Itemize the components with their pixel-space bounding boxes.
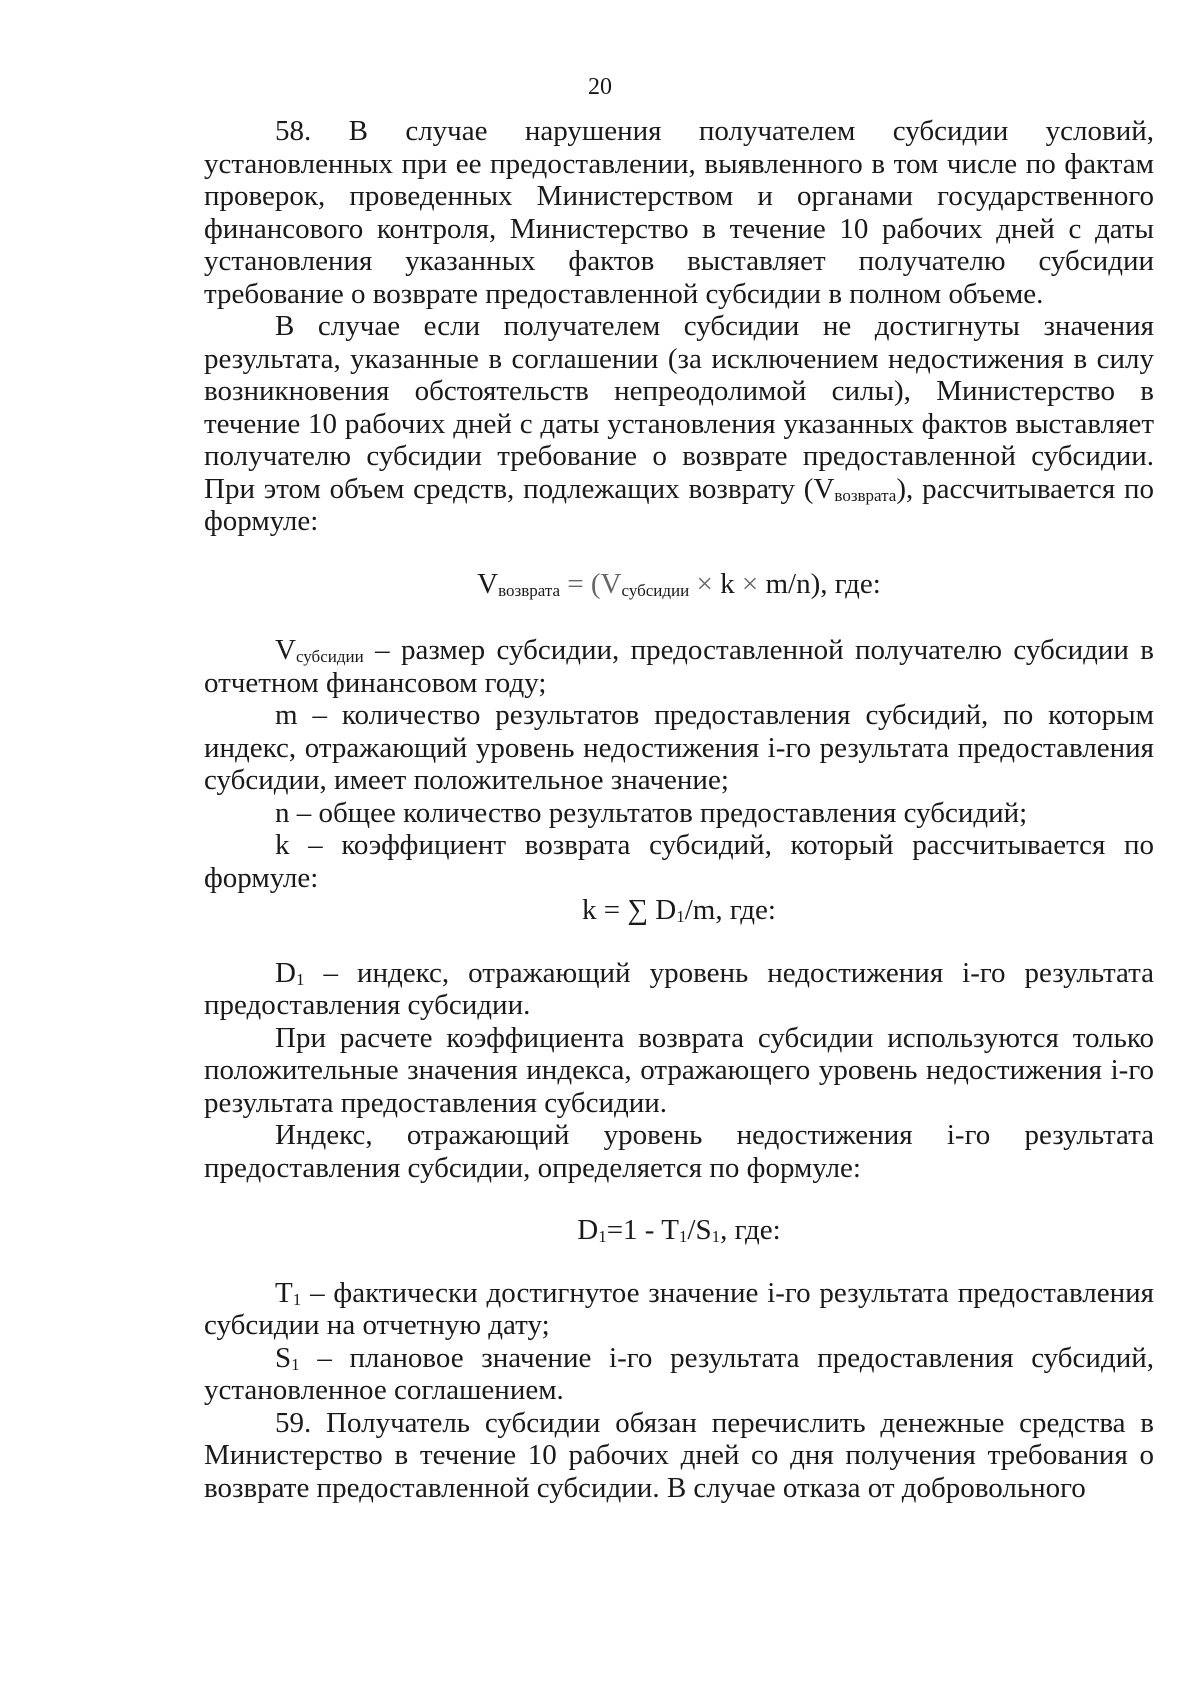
def-t-symbol: T: [275, 1276, 293, 1309]
formula1-k: k: [720, 567, 735, 600]
def-d-text: – индекс, отражающий уровень недостижения i-го результата предоставления субсидии.: [204, 956, 1154, 1021]
definition-s: [204, 1342, 1154, 1407]
definition-v-subsidy: [204, 634, 1154, 699]
def-d-symbol: D: [275, 956, 296, 989]
formula1-subsidy-subscript: субсидии: [621, 580, 690, 600]
formula1-equals: = (V: [560, 567, 622, 600]
formula3-d-subscript: 1: [598, 1227, 607, 1246]
formula2-main: k = ∑ D: [582, 894, 677, 926]
paragraph-58: 58. В случае нарушения получателем субсидии условий, установленных при ее предоставлении, выявленного в том числе по фактам проверок, проведенных Министерством и органами государственного финансового контроля, Министерство в течение 10 рабочих дней с даты установления указанных фактов выставляет получателю субсидии требование о возврате предоставленной субсидии в полном объеме.: [204, 115, 1154, 310]
page-number: 20: [588, 74, 612, 100]
paragraph-not-achieved-text-b: ), рассчитывается по формуле:: [204, 472, 1154, 537]
def-d-subscript: 1: [295, 969, 305, 989]
formula-k: [204, 894, 1154, 927]
formula2-subscript: 1: [676, 907, 685, 926]
def-s-text: – плановое значение i-го результата предоставления субсидий, установленное соглашением.: [204, 1341, 1154, 1406]
def-t-text: – фактически достигнутое значение i-го результата предоставления субсидии на отчетную дату;: [204, 1276, 1154, 1341]
paragraph-positive-values: При расчете коэффициента возврата субсидии используются только положительные значения индекса, отражающего уровень недостижения i-го результата предоставления субсидии.: [204, 1021, 1154, 1119]
def-s-symbol: S: [275, 1341, 292, 1374]
definition-d: [204, 957, 1154, 1022]
definition-t: [204, 1277, 1154, 1342]
def-vsub-symbol: V: [275, 634, 296, 666]
formula3-mid: =1 - T: [606, 1214, 679, 1246]
formula-d: [204, 1214, 1154, 1247]
formula2-end: /m, где:: [684, 894, 776, 926]
formula1-v: V: [477, 567, 499, 600]
paragraph-index-formula: Индекс, отражающий уровень недостижения i-го результата предоставления субсидии, определяется по формуле:: [204, 1119, 1154, 1184]
paragraph-not-achieved-text-a: В случае если получателем субсидии не достигнуты значения результата, указанные в соглашении (за исключением недостижения в силу возникновения обстоятельств непреодолимой силы), Министерство в течение 10 рабочих дней с даты установления указанных фактов выставляет получателю субсидии требование о возврате предоставленной субсидии. При этом объем средств, подлежащих возврату (V: [204, 310, 1154, 505]
formula3-t-subscript: 1: [678, 1227, 688, 1246]
formula3-slash: /S: [687, 1214, 712, 1246]
formula1-v-subscript: возврата: [498, 580, 561, 600]
def-s-subscript: 1: [291, 1354, 300, 1374]
paragraph-not-achieved: [204, 310, 1154, 538]
formula3-s-subscript: 1: [711, 1227, 721, 1246]
def-vsub-text: – размер субсидии, предоставленной получателю субсидии в отчетном финансовом году;: [204, 634, 1154, 699]
formula3-end: , где:: [720, 1214, 781, 1246]
formula3-d: D: [577, 1214, 599, 1246]
def-t-subscript: 1: [292, 1289, 302, 1309]
formula1-multiply-1: ×: [689, 567, 721, 600]
paragraph-59: 59. Получатель субсидии обязан перечислить денежные средства в Министерство в течение 10 рабочих дней со дня получения требования о возврате предоставленной субсидии. В случае отказа от добровольного: [204, 1406, 1154, 1504]
formula-return-volume: [204, 568, 1154, 601]
formula1-rest: m/n), где:: [765, 567, 881, 600]
definition-k: k – коэффициент возврата субсидий, который рассчитывается по формуле:: [204, 829, 1154, 894]
definition-m: m – количество результатов предоставления субсидий, по которым индекс, отражающий уровень недостижения i-го результата предоставления субсидии, имеет положительное значение;: [204, 699, 1154, 796]
def-vsub-subscript: субсидии: [295, 647, 364, 666]
document-body: [204, 115, 1154, 1504]
formula1-multiply-2: ×: [734, 567, 766, 600]
paragraph-not-achieved-subscript: возврата: [834, 485, 897, 505]
definition-n: n – общее количество результатов предоставления субсидий;: [275, 796, 1028, 829]
